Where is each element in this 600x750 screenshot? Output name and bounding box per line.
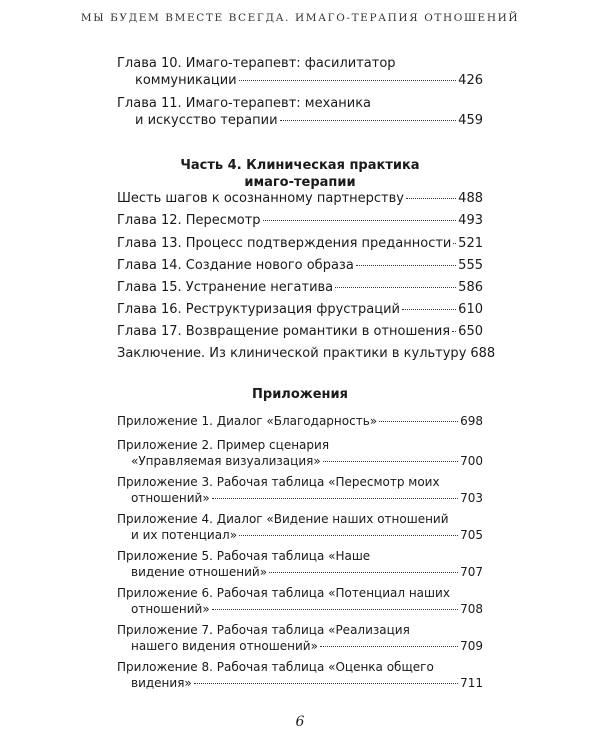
page-ref: 610	[458, 302, 483, 317]
page-number: 6	[295, 714, 305, 730]
page-ref: 688	[470, 346, 496, 361]
leader-dots	[280, 119, 457, 121]
toc-entry-title: Приложение 3. Рабочая таблица «Пересмотр моих	[117, 475, 440, 489]
toc-entry-title-cont: и их потенциал»	[131, 528, 238, 542]
page-ref: 426	[458, 73, 483, 88]
toc-entry-title: Глава 15. Устранение негатива	[117, 280, 334, 295]
page-ref: 586	[458, 280, 483, 295]
toc-entry-title: Глава 13. Процесс подтверждения преданности	[117, 236, 452, 251]
toc-appendix-7	[117, 622, 483, 654]
leader-dots	[379, 420, 458, 422]
appendices-title: Приложения	[252, 387, 348, 402]
toc-entry-title: Приложение 5. Рабочая таблица «Наше	[117, 549, 371, 563]
page-ref: 493	[458, 213, 483, 228]
page-ref: 698	[460, 414, 483, 428]
toc-entry	[117, 257, 483, 274]
running-head: МЫ БУДЕМ ВМЕСТЕ ВСЕГДА. ИМАГО-ТЕРАПИЯ ОТНОШЕНИЙ	[80, 12, 520, 24]
page-ref: 705	[460, 528, 483, 542]
toc-entry-title: Приложение 7. Рабочая таблица «Реализация	[117, 623, 410, 637]
page-ref: 521	[458, 236, 483, 251]
leader-dots	[269, 571, 458, 573]
leader-dots	[323, 460, 458, 462]
toc-entry-title: Шесть шагов к осознанному партнерству	[117, 191, 404, 206]
toc-appendix-4	[117, 511, 483, 543]
page-ref: 488	[458, 191, 483, 206]
leader-dots	[453, 242, 456, 244]
leader-dots	[452, 330, 456, 332]
toc-entry	[117, 345, 496, 362]
page-ref: 700	[460, 454, 483, 468]
toc-entry-title: Приложение 8. Рабочая таблица «Оценка общего	[117, 660, 434, 674]
toc-entry-title-cont: «Управляемая визуализация»	[131, 454, 321, 468]
toc-appendix-2	[117, 437, 483, 469]
page-ref: 650	[458, 324, 483, 339]
toc-entry	[117, 279, 483, 296]
toc-entry-title-cont: нашего видения отношений»	[131, 639, 318, 653]
leader-dots	[320, 645, 458, 647]
page-ref: 708	[460, 602, 483, 616]
toc-entry-title: Приложение 2. Пример сценария	[117, 438, 330, 452]
toc-entry-title-cont: видения»	[131, 676, 192, 690]
leader-dots	[263, 219, 457, 221]
leader-dots	[356, 264, 456, 266]
part4-title-line2: имаго-терапии	[244, 175, 356, 190]
leader-dots	[335, 286, 456, 288]
toc-entry-title-cont: отношений»	[131, 602, 210, 616]
leader-dots	[239, 534, 458, 536]
page-ref: 555	[458, 258, 483, 273]
toc-entry-title: Приложение 4. Диалог «Видение наших отношений	[117, 512, 449, 526]
toc-entry-title: Глава 10. Имаго-терапевт: фасилитатор	[117, 56, 396, 71]
leader-dots	[402, 308, 456, 310]
toc-entry-title: Глава 12. Пересмотр	[117, 213, 261, 228]
leader-dots	[212, 608, 458, 610]
toc-entry-title: Глава 14. Создание нового образа	[117, 258, 354, 273]
leader-dots	[239, 79, 457, 81]
toc-entry	[117, 212, 483, 229]
toc-appendix-1	[117, 413, 483, 429]
toc-appendix-8	[117, 659, 483, 691]
part4-title-line1: Часть 4. Клиническая практика	[180, 158, 420, 173]
toc-entry-title-cont: отношений»	[131, 491, 210, 505]
toc-entry-ch10	[117, 55, 483, 89]
toc-entry-title: Заключение. Из клинической практики в культуру	[117, 346, 467, 361]
toc-appendix-5	[117, 548, 483, 580]
toc-entry-title: Глава 17. Возвращение романтики в отношения	[117, 324, 451, 339]
leader-dots	[194, 682, 458, 684]
leader-dots	[212, 497, 458, 499]
toc-entry	[117, 190, 483, 207]
toc-entry-title-cont: и искусство терапии	[135, 113, 278, 128]
page-ref: 459	[458, 113, 483, 128]
toc-entry-ch11	[117, 95, 483, 129]
page-ref: 707	[460, 565, 483, 579]
toc-entry-title-cont: коммуникации	[135, 73, 237, 88]
leader-dots	[406, 197, 456, 199]
toc-appendix-6	[117, 585, 483, 617]
toc-entry	[117, 323, 483, 340]
toc-entry	[117, 301, 483, 318]
page-ref: 709	[460, 639, 483, 653]
toc-entry-title: Приложение 6. Рабочая таблица «Потенциал наших	[117, 586, 450, 600]
page-ref: 711	[460, 676, 483, 690]
toc-entry-title: Глава 11. Имаго-терапевт: механика	[117, 96, 372, 111]
toc-appendix-3	[117, 474, 483, 506]
toc-entry-title: Глава 16. Реструктуризация фрустраций	[117, 302, 400, 317]
toc-entry-title-cont: видение отношений»	[131, 565, 268, 579]
page-ref: 703	[460, 491, 483, 505]
toc-entry-title: Приложение 1. Диалог «Благодарность»	[117, 414, 378, 428]
toc-entry	[117, 235, 483, 252]
